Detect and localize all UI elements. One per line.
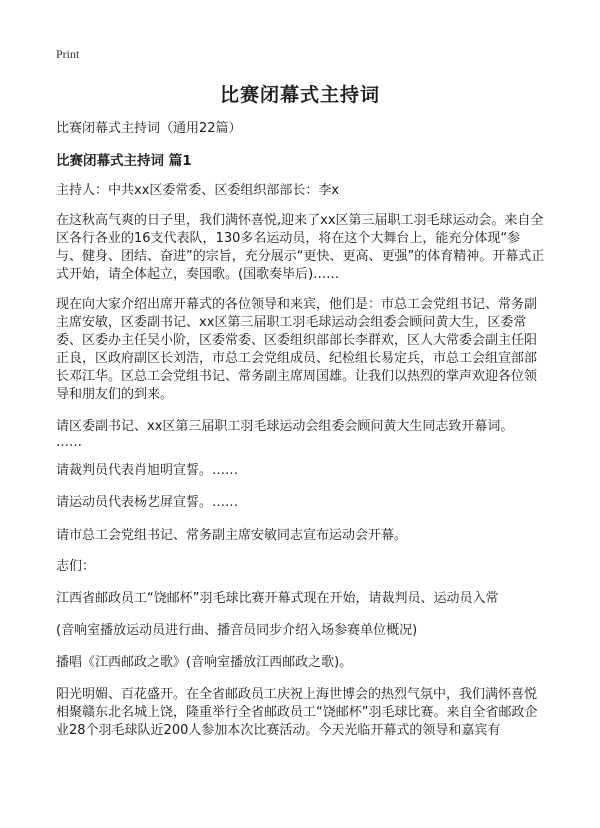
paragraph-athlete-oath: 请运动员代表杨艺屏宣誓。…… bbox=[56, 495, 239, 510]
ellipsis-line: …… bbox=[56, 435, 82, 450]
section-heading: 比赛闭幕式主持词 篇1 bbox=[56, 153, 192, 169]
document-subtitle: 比赛闭幕式主持词（通用22篇） bbox=[56, 121, 242, 136]
paragraph-music-note: (音响室播放运动员进行曲、播音员同步介绍入场参赛单位概况) bbox=[56, 623, 418, 638]
paragraph-opening: 在这秋高气爽的日子里，我们满怀喜悦,迎来了xx区第三届职工羽毛球运动会。来自全区各行各业的16支代表队，130多名运动员，将在这个大舞台上，能充分体现“参与、健身、团结、奋进”的宗旨，充分展示“更快、更高、更强”的体育精神。开幕式正式开始，请全体起立，奏国歌。(国歌奏毕后)…… bbox=[56, 213, 545, 282]
page-title: 比赛闭幕式主持词 bbox=[219, 84, 380, 106]
paragraph-salutation: 志们： bbox=[56, 559, 96, 574]
paragraph-guests: 现在向大家介绍出席开幕式的各位领导和来宾，他们是：市总工会党组书记、常务副主席安敏，区委副书记、xx区第三届职工羽毛球运动会组委会顾问黄大生，区委常委、区委办主任吴小阶，区委常委、区委组织部部长李群欢，区人大常委会副主任阳正良，区政府副区长刘浩，市总工会党组成员、纪检组长易定兵，市总工会组宣部部长邓江华。区总工会党组书记、常务副主席周国雄。让我们以热烈的掌声欢迎各位领导和朋友们的到来。 bbox=[56, 297, 538, 402]
paragraph-ceremony-start: 江西省邮政员工“饶邮杯”羽毛球比赛开幕式现在开始，请裁判员、运动员入常 bbox=[56, 591, 499, 606]
paragraph-opening-speech: 请区委副书记、xx区第三届职工羽毛球运动会组委会顾问黄大生同志致开幕词。 bbox=[56, 419, 514, 434]
paragraph-declare-open: 请市总工会党组书记、常务副主席安敏同志宣布运动会开幕。 bbox=[56, 528, 408, 543]
paragraph-welcome: 阳光明媚、百花盛开。在全省邮政员工庆祝上海世博会的热烈气氛中，我们满怀喜悦相聚赣东北名城上饶，隆重举行全省邮政员工“饶邮杯”羽毛球比赛。来自全省邮政企业28个羽毛球队近200人参加本次比赛活动。今天光临开幕式的领导和嘉宾有 bbox=[56, 687, 538, 738]
paragraph-host: 主持人：中共xx区委常委、区委组织部部长：李x bbox=[56, 183, 340, 198]
print-label[interactable]: Print bbox=[56, 47, 80, 61]
paragraph-song: 播唱《江西邮政之歌》(音响室播放江西邮政之歌)。 bbox=[56, 655, 353, 670]
paragraph-referee-oath: 请裁判员代表肖旭明宣誓。…… bbox=[56, 463, 239, 478]
